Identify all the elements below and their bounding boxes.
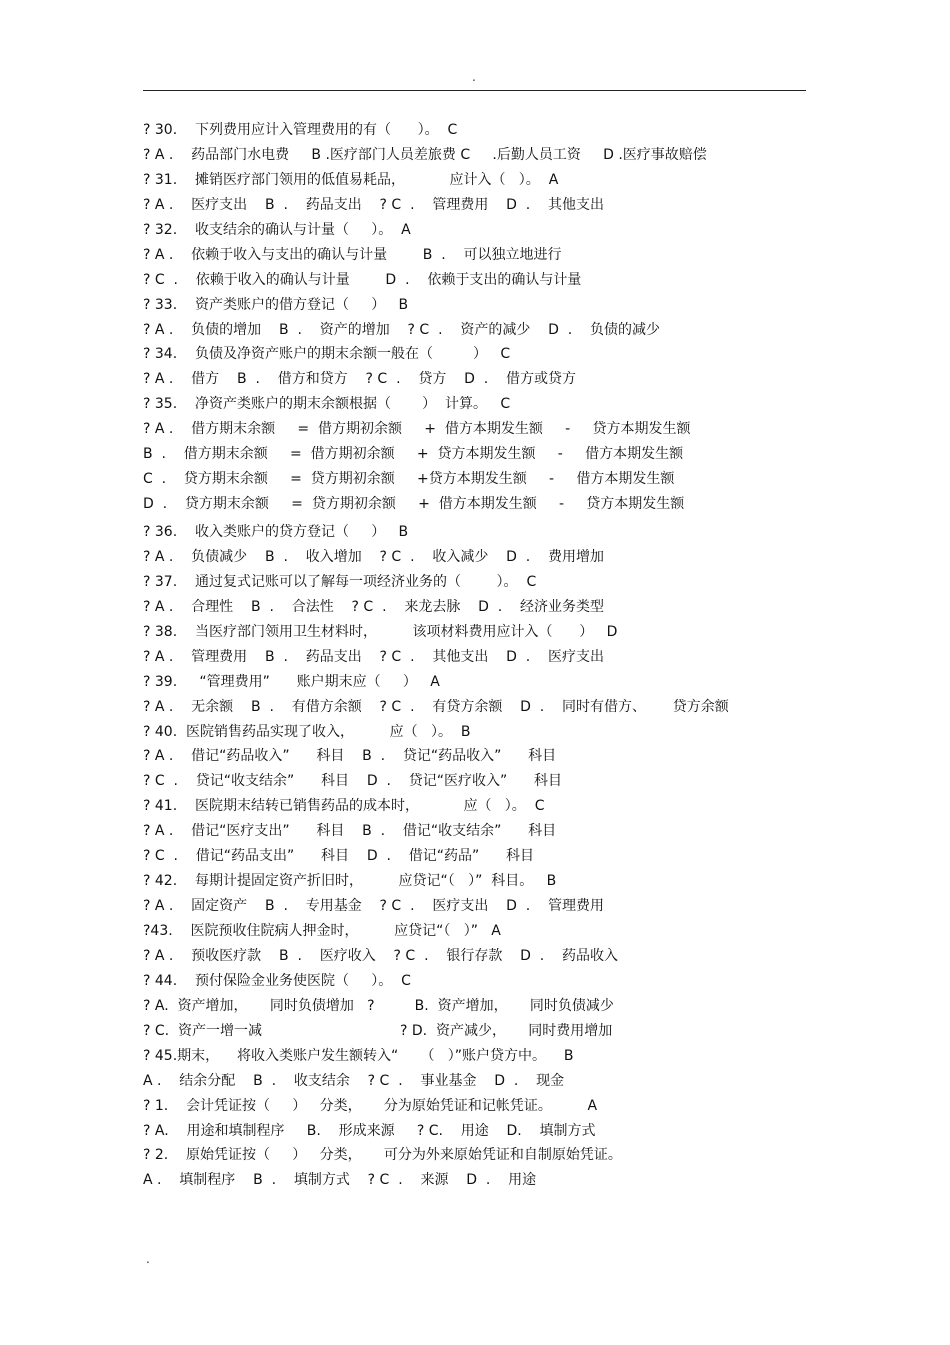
option-line: ? A . 无余额 B . 有借方余额 ? C . 有贷方余额 D . 同时有借方、 贷方余额 [143, 698, 729, 715]
question-line: ? 41. 医院期末结转已销售药品的成本时， 应（ ）。 C [143, 798, 545, 815]
option-line: ? A. 资产增加， 同时负债增加 ? B. 资产增加， 同时负债减少 [143, 997, 614, 1014]
header-rule [143, 90, 806, 91]
question-line: ? 36. 收入类账户的贷方登记（ ） B [143, 524, 409, 540]
question-line: ? 34. 负债及净资产账户的期末余额一般在（ ） C [143, 346, 511, 363]
option-line: C . 贷方期末余额 = 贷方期初余额 +贷方本期发生额 - 借方本期发生额 [143, 471, 675, 488]
option-line: D . 贷方期末余额 = 贷方期初余额 + 借方本期发生额 - 贷方本期发生额 [143, 496, 685, 513]
option-line: ? A . 依赖于收入与支出的确认与计量 B . 可以独立地进行 [143, 246, 562, 263]
option-line: ? C . 借记“药品支出” 科目 D . 借记“药品” 科目 [143, 848, 534, 865]
option-line: ? A . 借记“药品收入” 科目 B . 贷记“药品收入” 科目 [143, 748, 557, 765]
question-line: ? 33. 资产类账户的借方登记（ ） B [143, 296, 409, 313]
option-line: ? A . 预收医疗款 B . 医疗收入 ? C . 银行存款 D . 药品收入 [143, 947, 619, 964]
question-line: ? 39. “管理费用” 账户期末应（ ） A [143, 673, 440, 690]
question-line: ? 42. 每期计提固定资产折旧时， 应贷记“（ ）” 科目。 B [143, 873, 557, 890]
option-line: A . 填制程序 B . 填制方式 ? C . 来源 D . 用途 [143, 1172, 537, 1189]
question-line: ? 1. 会计凭证按（ ） 分类， 分为原始凭证和记帐凭证。 A [143, 1097, 598, 1114]
option-line: ? A . 药品部门水电费 B .医疗部门人员差旅费 C .后勤人员工资 D .医疗事故赔偿 [143, 146, 707, 163]
option-line: ? A . 医疗支出 B . 药品支出 ? C . 管理费用 D . 其他支出 [143, 196, 605, 213]
option-line: ? A . 借记“医疗支出” 科目 B . 借记“收支结余” 科目 [143, 823, 557, 840]
option-line: ? A . 负债减少 B . 收入增加 ? C . 收入减少 D . 费用增加 [143, 548, 605, 565]
option-line: ? A . 固定资产 B . 专用基金 ? C . 医疗支出 D . 管理费用 [143, 898, 605, 915]
question-line: ? 31. 摊销医疗部门领用的低值易耗品， 应计入（ ）。 A [143, 171, 559, 188]
question-line: ? 32. 收支结余的确认与计量（ ）。 A [143, 221, 411, 238]
footer-mark: . [146, 1252, 150, 1266]
question-line: ? 44. 预付保险金业务使医院（ ）。 C [143, 972, 411, 989]
option-line: A . 结余分配 B . 收支结余 ? C . 事业基金 D . 现金 [143, 1072, 565, 1089]
option-line: ? C . 依赖于收入的确认与计量 D . 依赖于支出的确认与计量 [143, 271, 582, 288]
question-line: ? 37. 通过复式记账可以了解每一项经济业务的（ ）。 C [143, 573, 537, 590]
question-line: ?43. 医院预收住院病人押金时， 应贷记“（ ）” A [143, 923, 501, 939]
option-line: ? C . 贷记“收支结余” 科目 D . 贷记“医疗收入” 科目 [143, 773, 562, 790]
option-line: ? A . 管理费用 B . 药品支出 ? C . 其他支出 D . 医疗支出 [143, 648, 605, 665]
question-line: ? 2. 原始凭证按（ ） 分类， 可分为外来原始凭证和自制原始凭证。 [143, 1147, 622, 1164]
question-line: ? 30. 下列费用应计入管理费用的有（ ）。 C [143, 122, 458, 138]
question-line: ? 45.期末， 将收入类账户发生额转入“ （ ）”账户贷方中。 B [143, 1047, 574, 1064]
option-line: B . 借方期末余额 = 借方期初余额 + 贷方本期发生额 - 借方本期发生额 [143, 446, 684, 463]
option-line: ? A . 借方 B . 借方和贷方 ? C . 贷方 D . 借方或贷方 [143, 371, 577, 388]
option-line: ? C. 资产一增一减 ? D. 资产减少， 同时费用增加 [143, 1022, 613, 1039]
header-mark: . [472, 70, 476, 84]
question-line: ? 40. 医院销售药品实现了收入， 应（ ）。 B [143, 723, 471, 740]
question-line: ? 38. 当医疗部门领用卫生材料时， 该项材料费用应计入（ ） D [143, 623, 618, 640]
option-line: ? A . 负债的增加 B . 资产的增加 ? C . 资产的减少 D . 负债的减少 [143, 321, 661, 338]
question-line: ? 35. 净资产类账户的期末余额根据（ ） 计算。 C [143, 396, 511, 413]
option-line: ? A . 借方期末余额 = 借方期初余额 + 借方本期发生额 - 贷方本期发生额 [143, 421, 691, 438]
question-list [143, 118, 808, 1193]
option-line: ? A. 用途和填制程序 B. 形成来源 ? C. 用途 D. 填制方式 [143, 1122, 596, 1139]
option-line: ? A . 合理性 B . 合法性 ? C . 来龙去脉 D . 经济业务类型 [143, 598, 605, 615]
